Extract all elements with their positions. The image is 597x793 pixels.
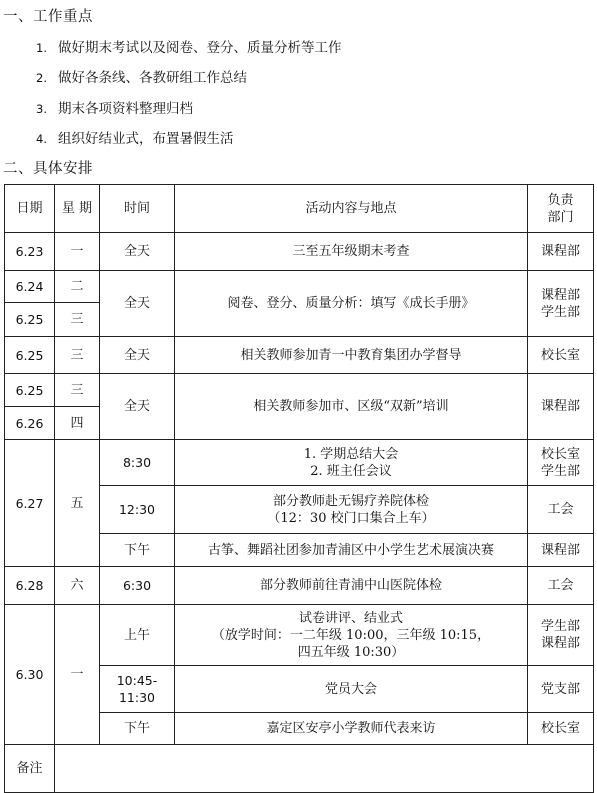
dept-cell: 校长室 [528, 337, 594, 374]
table-row [5, 271, 594, 303]
activity-line: 1. 学期总结大会 [303, 446, 399, 462]
dept-cell: 工会 [528, 486, 594, 534]
activity-cell: 阅卷、登分、质量分析：填写《成长手册》 [175, 271, 528, 337]
table-row [5, 605, 594, 666]
weekday-cell: 六 [55, 567, 100, 605]
activity-cell: 相关教师参加市、区级“双新”培训 [175, 374, 528, 440]
time-cell: 8:30 [100, 440, 175, 486]
dept-line: 学生部 [540, 619, 580, 634]
date-cell: 6.26 [5, 407, 55, 440]
dept-line: 校长室 [540, 446, 580, 462]
date-cell: 6.30 [5, 605, 55, 745]
date-cell: 6.27 [5, 440, 55, 567]
weekday-cell: 三 [55, 374, 100, 407]
header-dept [528, 185, 594, 233]
item-number: 4. [36, 132, 47, 146]
activity-cell: 部分教师前往青浦中山医院体检 [175, 567, 528, 605]
activity-cell: 党员大会 [175, 666, 528, 713]
table-row [5, 440, 594, 486]
header-dept-line: 部门 [547, 209, 574, 225]
dept-cell: 校长室 [528, 713, 594, 745]
focus-list-item [36, 127, 234, 147]
item-text: 做好期末考试以及阅卷、登分、质量分析等工作 [58, 40, 342, 56]
date-cell: 6.25 [5, 374, 55, 407]
header-weekday: 星 期 [55, 185, 100, 233]
activity-line: 四五年级 10:30） [297, 644, 405, 660]
item-text: 期末各项资料整理归档 [58, 101, 193, 117]
time-cell: 全天 [100, 233, 175, 271]
weekday-cell: 三 [55, 337, 100, 374]
item-text: 组织好结业式，布置暑假生活 [58, 131, 234, 147]
table-row [5, 233, 594, 271]
focus-list-item [36, 97, 193, 117]
dept-cell: 党支部 [528, 666, 594, 713]
table-row [5, 567, 594, 605]
header-time: 时间 [100, 185, 175, 233]
time-line: 11:30 [118, 690, 156, 705]
activity-line: 2. 班主任会议 [310, 463, 392, 479]
dept-line: 学生部 [540, 463, 580, 479]
header-activity: 活动内容与地点 [175, 185, 528, 233]
activity-cell [175, 605, 528, 666]
activity-cell: 嘉定区安亭小学教师代表来访 [175, 713, 528, 745]
weekday-cell: 三 [55, 303, 100, 337]
weekday-cell: 一 [55, 605, 100, 745]
dept-line: 学生部 [540, 304, 580, 320]
activity-line: （12：30 校门口集合上车） [267, 510, 435, 526]
time-cell: 全天 [100, 374, 175, 440]
date-cell: 6.28 [5, 567, 55, 605]
activity-line: 部分教师赴无锡疗养院体检 [272, 493, 429, 509]
time-cell: 下午 [100, 713, 175, 745]
dept-cell [528, 605, 594, 666]
dept-cell [528, 440, 594, 486]
date-cell: 6.24 [5, 271, 55, 303]
time-cell: 12:30 [100, 486, 175, 534]
weekday-cell: 四 [55, 407, 100, 440]
date-cell: 6.25 [5, 303, 55, 337]
time-cell [100, 666, 175, 713]
time-cell: 上午 [100, 605, 175, 666]
focus-list-item [36, 36, 342, 56]
section-heading-focus: 一、工作重点 [3, 9, 93, 25]
dept-line: 课程部 [540, 636, 580, 651]
time-cell: 全天 [100, 337, 175, 374]
header-dept-line: 负责 [547, 192, 574, 208]
table-row [5, 337, 594, 374]
activity-cell [175, 486, 528, 534]
notes-row [5, 745, 594, 793]
schedule-table [4, 184, 594, 793]
header-date: 日期 [5, 185, 55, 233]
dept-line: 课程部 [540, 287, 580, 303]
activity-cell: 相关教师参加青一中教育集团办学督导 [175, 337, 528, 374]
table-header-row [5, 185, 594, 233]
weekday-cell: 一 [55, 233, 100, 271]
dept-cell: 课程部 [528, 233, 594, 271]
item-text: 做好各条线、各教研组工作总结 [58, 70, 247, 86]
item-number: 3. [36, 102, 47, 116]
activity-cell: 古筝、舞蹈社团参加青浦区中小学生艺术展演决赛 [175, 534, 528, 567]
weekday-cell: 五 [55, 440, 100, 567]
table-row [5, 374, 594, 407]
item-number: 2. [36, 71, 47, 85]
section-heading-schedule: 二、具体安排 [3, 161, 93, 177]
time-line: 10:45- [116, 673, 158, 688]
dept-cell: 工会 [528, 567, 594, 605]
date-cell: 6.23 [5, 233, 55, 271]
activity-line: 试卷讲评、结业式 [298, 610, 403, 626]
item-number: 1. [36, 41, 47, 55]
time-cell: 6:30 [100, 567, 175, 605]
dept-cell [528, 271, 594, 337]
notes-value [55, 745, 594, 793]
weekday-cell: 二 [55, 271, 100, 303]
time-cell: 全天 [100, 271, 175, 337]
dept-cell: 课程部 [528, 534, 594, 567]
focus-list-item [36, 66, 247, 86]
activity-line: （放学时间：一二年级 10:00，三年级 10:15， [211, 627, 491, 643]
date-cell: 6.25 [5, 337, 55, 374]
dept-cell: 课程部 [528, 374, 594, 440]
time-cell: 下午 [100, 534, 175, 567]
notes-label: 备注 [5, 745, 55, 793]
activity-cell: 三至五年级期末考查 [175, 233, 528, 271]
activity-cell [175, 440, 528, 486]
